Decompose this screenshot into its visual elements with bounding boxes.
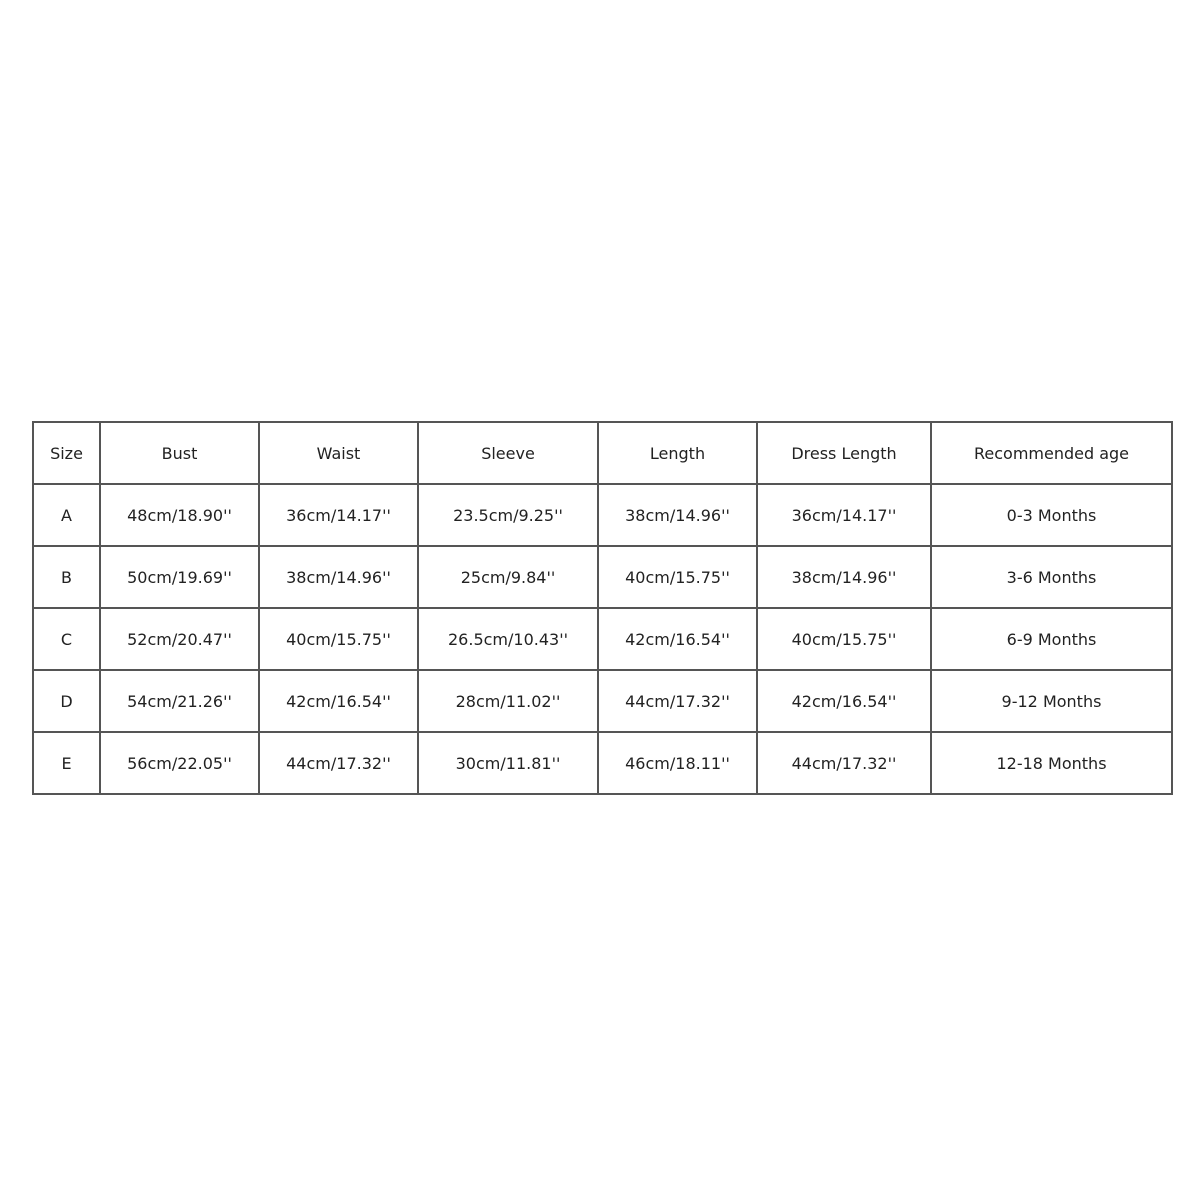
cell-bust: 54cm/21.26'' xyxy=(100,670,259,732)
cell-length: 44cm/17.32'' xyxy=(598,670,757,732)
cell-recommended-age: 3-6 Months xyxy=(931,546,1172,608)
cell-recommended-age: 12-18 Months xyxy=(931,732,1172,794)
cell-sleeve: 30cm/11.81'' xyxy=(418,732,598,794)
cell-recommended-age: 0-3 Months xyxy=(931,484,1172,546)
header-row xyxy=(33,422,1172,484)
cell-sleeve: 26.5cm/10.43'' xyxy=(418,608,598,670)
cell-waist: 42cm/16.54'' xyxy=(259,670,418,732)
cell-dress-length: 42cm/16.54'' xyxy=(757,670,931,732)
cell-waist: 40cm/15.75'' xyxy=(259,608,418,670)
cell-length: 40cm/15.75'' xyxy=(598,546,757,608)
cell-length: 46cm/18.11'' xyxy=(598,732,757,794)
header-size: Size xyxy=(33,422,100,484)
header-sleeve: Sleeve xyxy=(418,422,598,484)
table-row xyxy=(33,546,1172,608)
cell-size: A xyxy=(33,484,100,546)
cell-bust: 50cm/19.69'' xyxy=(100,546,259,608)
header-dress-length: Dress Length xyxy=(757,422,931,484)
cell-bust: 52cm/20.47'' xyxy=(100,608,259,670)
table-row xyxy=(33,608,1172,670)
cell-size: E xyxy=(33,732,100,794)
size-chart-table xyxy=(32,421,1173,795)
cell-size: D xyxy=(33,670,100,732)
table-row xyxy=(33,732,1172,794)
header-waist: Waist xyxy=(259,422,418,484)
cell-dress-length: 38cm/14.96'' xyxy=(757,546,931,608)
cell-dress-length: 40cm/15.75'' xyxy=(757,608,931,670)
table-row xyxy=(33,484,1172,546)
cell-length: 38cm/14.96'' xyxy=(598,484,757,546)
cell-waist: 38cm/14.96'' xyxy=(259,546,418,608)
cell-dress-length: 44cm/17.32'' xyxy=(757,732,931,794)
header-recommended-age: Recommended age xyxy=(931,422,1172,484)
cell-recommended-age: 6-9 Months xyxy=(931,608,1172,670)
table-row xyxy=(33,670,1172,732)
header-bust: Bust xyxy=(100,422,259,484)
cell-size: C xyxy=(33,608,100,670)
cell-sleeve: 25cm/9.84'' xyxy=(418,546,598,608)
cell-sleeve: 28cm/11.02'' xyxy=(418,670,598,732)
cell-dress-length: 36cm/14.17'' xyxy=(757,484,931,546)
cell-waist: 36cm/14.17'' xyxy=(259,484,418,546)
cell-bust: 56cm/22.05'' xyxy=(100,732,259,794)
cell-bust: 48cm/18.90'' xyxy=(100,484,259,546)
cell-length: 42cm/16.54'' xyxy=(598,608,757,670)
cell-size: B xyxy=(33,546,100,608)
cell-recommended-age: 9-12 Months xyxy=(931,670,1172,732)
cell-waist: 44cm/17.32'' xyxy=(259,732,418,794)
cell-sleeve: 23.5cm/9.25'' xyxy=(418,484,598,546)
header-length: Length xyxy=(598,422,757,484)
